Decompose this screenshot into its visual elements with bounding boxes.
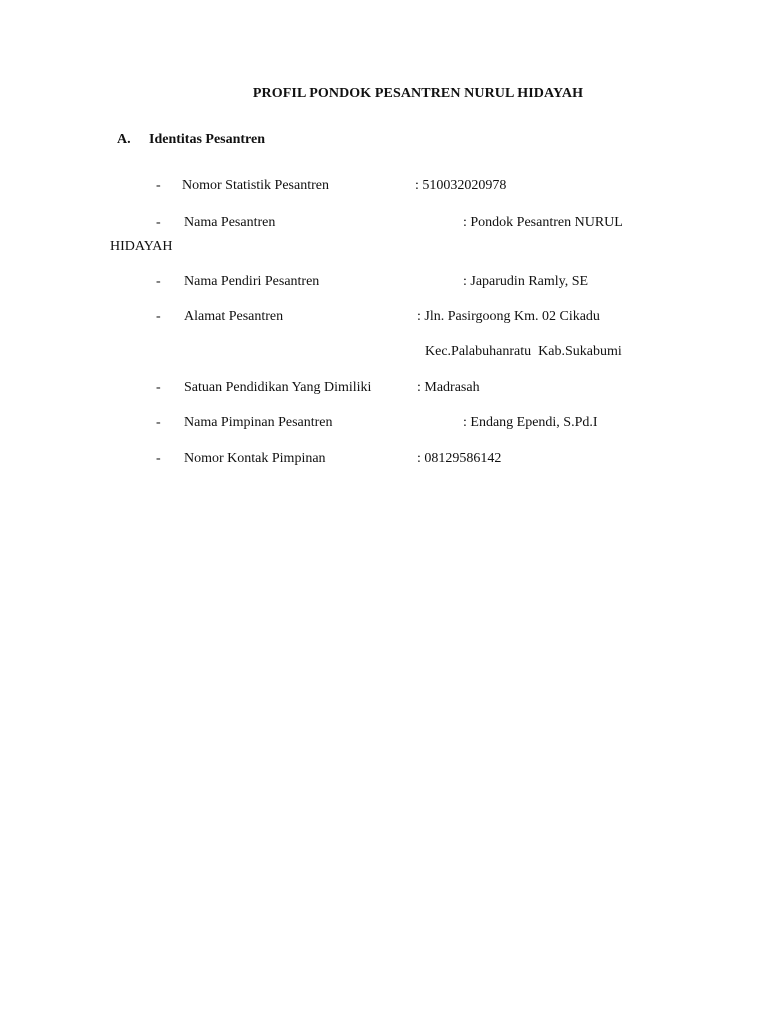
field-label: Nama Pesantren xyxy=(184,215,276,230)
list-dash: - xyxy=(156,178,161,193)
field-value: : Pondok Pesantren NURUL xyxy=(463,215,623,230)
field-label: Nomor Kontak Pimpinan xyxy=(184,451,326,466)
field-label: Nama Pimpinan Pesantren xyxy=(184,415,333,430)
field-value: : Madrasah xyxy=(417,380,480,395)
section-number: A. xyxy=(117,132,131,147)
field-value: : 08129586142 xyxy=(417,451,502,466)
field-label: Nama Pendiri Pesantren xyxy=(184,274,320,289)
field-label: Nomor Statistik Pesantren xyxy=(182,178,329,193)
list-dash: - xyxy=(156,309,161,324)
field-value: : Japarudin Ramly, SE xyxy=(463,274,589,289)
field-value-continuation: Kec.Palabuhanratu Kab.Sukabumi xyxy=(425,344,622,359)
field-value: : 510032020978 xyxy=(415,178,507,193)
list-dash: - xyxy=(156,215,161,230)
list-dash: - xyxy=(156,380,161,395)
field-value: : Endang Ependi, S.Pd.I xyxy=(463,415,598,430)
list-dash: - xyxy=(156,451,161,466)
field-value: : Jln. Pasirgoong Km. 02 Cikadu xyxy=(417,309,600,324)
list-dash: - xyxy=(156,415,161,430)
section-title: Identitas Pesantren xyxy=(149,132,266,147)
section-heading xyxy=(117,132,265,148)
field-value-continuation: HIDAYAH xyxy=(110,239,173,254)
document-title: PROFIL PONDOK PESANTREN NURUL HIDAYAH xyxy=(252,86,584,101)
field-label: Satuan Pendidikan Yang Dimiliki xyxy=(184,380,372,395)
field-label: Alamat Pesantren xyxy=(184,309,284,324)
list-dash: - xyxy=(156,274,161,289)
